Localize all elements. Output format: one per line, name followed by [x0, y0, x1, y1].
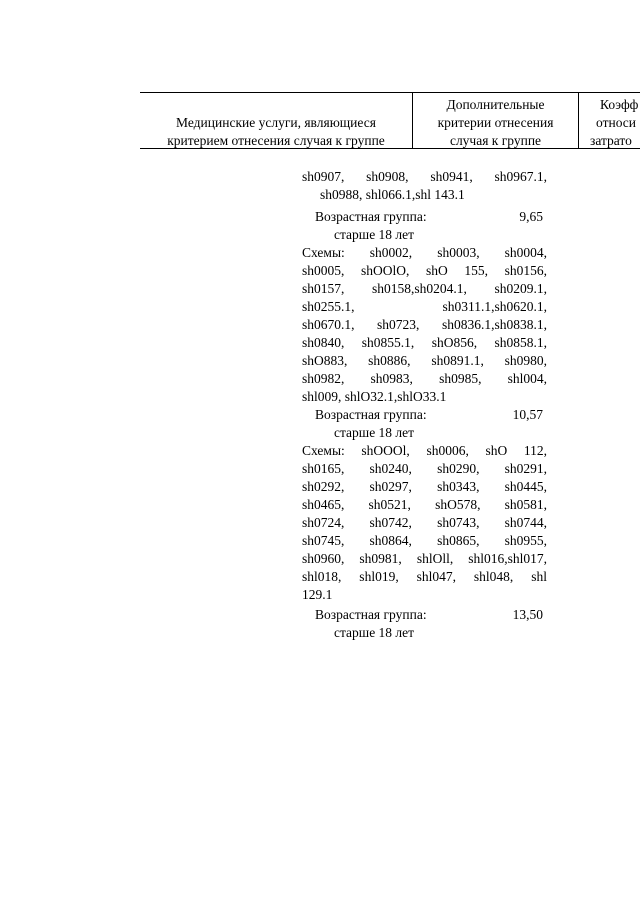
- scheme-line: Схемы: sh0002, sh0003, sh0004,: [302, 245, 547, 260]
- scheme-list: [302, 168, 547, 204]
- age-group: [302, 606, 547, 642]
- age-group-value: старше 18 лет: [334, 227, 415, 242]
- header-col-criteria-line: критерии отнесения: [437, 115, 554, 130]
- scheme-line: sh0907, sh0908, sh0941, sh0967.1,: [302, 169, 547, 184]
- header-divider-2: [578, 92, 579, 149]
- age-group: [302, 208, 547, 244]
- header-col-services-line: Медицинские услуги, являющиеся: [176, 115, 376, 130]
- header-col-services: [140, 114, 412, 150]
- scheme-line: shl009, shlO32.1,shlO33.1: [302, 389, 447, 404]
- scheme-line: sh0982, sh0983, sh0985, shl004,: [302, 371, 547, 386]
- age-group-label: Возрастная группа:: [315, 209, 427, 224]
- scheme-line: sh0960, sh0981, shlOll, shl016,shl017,: [302, 551, 547, 566]
- age-group: [302, 406, 547, 442]
- scheme-line: sh0255.1, sh0311.1,sh0620.1,: [302, 299, 547, 314]
- scheme-line: sh0724, sh0742, sh0743, sh0744,: [302, 515, 547, 530]
- age-group-label: Возрастная группа:: [315, 607, 427, 622]
- scheme-line: Схемы: shOOOl, sh0006, shO 112,: [302, 443, 547, 458]
- coefficient-value: 9,65: [519, 209, 543, 224]
- header-col-coefficient-line: Коэфф: [600, 97, 639, 112]
- scheme-list: [302, 244, 547, 406]
- scheme-line: sh0292, sh0297, sh0343, sh0445,: [302, 479, 547, 494]
- scheme-line: 129.1: [302, 587, 333, 602]
- header-top-rule: [140, 92, 640, 93]
- header-col-criteria-line: случая к группе: [449, 133, 542, 148]
- scheme-line: sh0670.1, sh0723, sh0836.1,sh0838.1,: [302, 317, 547, 332]
- header-col-criteria: [413, 96, 578, 150]
- header-col-criteria-line: Дополнительные: [446, 97, 545, 112]
- age-group-value: старше 18 лет: [334, 425, 415, 440]
- scheme-line: sh0840, sh0855.1, shO856, sh0858.1,: [302, 335, 547, 350]
- age-group-value: старше 18 лет: [334, 625, 415, 640]
- scheme-line: sh0157, sh0158,sh0204.1, sh0209.1,: [302, 281, 547, 296]
- header-col-services-line: критерием отнесения случая к группе: [167, 133, 385, 148]
- header-col-coefficient-line: относи: [596, 115, 636, 130]
- scheme-line: shl018, shl019, shl047, shl048, shl: [302, 569, 547, 584]
- age-group-label: Возрастная группа:: [315, 407, 427, 422]
- scheme-line: sh0988, shl066.1,shl 143.1: [320, 187, 465, 202]
- scheme-line: sh0745, sh0864, sh0865, sh0955,: [302, 533, 547, 548]
- header-col-coefficient: [590, 96, 640, 150]
- coefficient-value: 13,50: [512, 607, 543, 622]
- coefficient-value: 10,57: [512, 407, 543, 422]
- scheme-line: shO883, sh0886, sh0891.1, sh0980,: [302, 353, 547, 368]
- scheme-line: sh0465, sh0521, shO578, sh0581,: [302, 497, 547, 512]
- scheme-list: [302, 442, 547, 604]
- header-col-coefficient-line: затрато: [590, 133, 632, 148]
- scheme-line: sh0165, sh0240, sh0290, sh0291,: [302, 461, 547, 476]
- scheme-line: sh0005, shOOlO, shO 155, sh0156,: [302, 263, 547, 278]
